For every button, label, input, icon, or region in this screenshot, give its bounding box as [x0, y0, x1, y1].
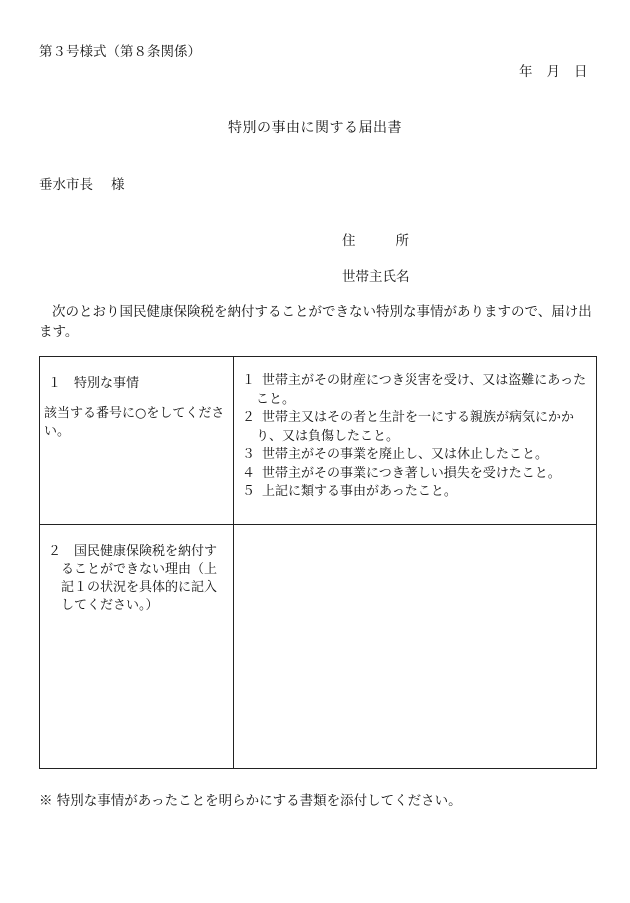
addressee: [39, 173, 125, 193]
option-number: ４: [242, 465, 256, 481]
circumstance-options-list: [242, 372, 592, 502]
reason-label-cell: [40, 525, 234, 769]
form-number: 第３号様式（第８条関係）: [39, 44, 201, 60]
address-label-part2: 所: [395, 233, 409, 249]
householder-name-field[interactable]: [342, 265, 410, 285]
option-number: ３: [242, 447, 256, 462]
date-year: 年: [519, 64, 533, 80]
footnote: ※ 特別な事情があったことを明らかにする書類を添付してください。: [39, 793, 462, 809]
householder-name-label: 世帯主氏名: [342, 269, 410, 285]
list-item[interactable]: [242, 446, 592, 465]
document-title: 特別の事由に関する届出書: [228, 120, 402, 136]
date-line: [519, 60, 588, 80]
special-circumstances-note: 該当する番号に○をしてください。: [44, 406, 225, 439]
option-text: 世帯主がその財産につき災害を受け、又は盗難にあったこと。: [256, 373, 587, 407]
option-text: 世帯主がその事業を廃止し、又は休止したこと。: [262, 447, 549, 462]
option-number: １: [242, 373, 256, 388]
addressee-honorific: 様: [111, 177, 125, 193]
reason-input-cell[interactable]: [234, 525, 597, 769]
date-month: 月: [546, 64, 560, 80]
list-item[interactable]: [242, 409, 592, 446]
option-text: 上記に類する事由があったこと。: [262, 484, 457, 499]
special-circumstances-options-cell: [234, 357, 597, 525]
option-number: ５: [242, 484, 256, 499]
special-circumstances-label-cell: [40, 357, 234, 525]
reason-input-area[interactable]: [234, 525, 596, 768]
list-item[interactable]: [242, 372, 592, 409]
option-number: ２: [242, 410, 256, 425]
addressee-name: 垂水市長: [39, 177, 93, 193]
list-item[interactable]: [242, 483, 592, 502]
reason-heading: ２ 国民健康保険税を納付することができない理由（上記１の状況を具体的に記入してください。）: [48, 544, 218, 613]
option-text: 世帯主又はその者と生計を一にする親族が病気にかかり、又は負傷したこと。: [256, 410, 575, 444]
table-row-special-circumstances: [40, 357, 597, 525]
list-item[interactable]: [242, 465, 592, 484]
address-field[interactable]: [342, 229, 409, 249]
table-row-reason: [40, 525, 597, 769]
option-text: 世帯主がその事業につき著しい損失を受けたこと。: [262, 465, 561, 481]
intro-text: 次のとおり国民健康保険税を納付することができない特別な事情がありますので、届け出ます。: [39, 304, 592, 340]
form-table: [39, 356, 597, 769]
special-circumstances-heading: １ 特別な事情: [48, 376, 140, 391]
date-day: 日: [574, 64, 588, 80]
address-label-part1: 住: [342, 233, 356, 249]
